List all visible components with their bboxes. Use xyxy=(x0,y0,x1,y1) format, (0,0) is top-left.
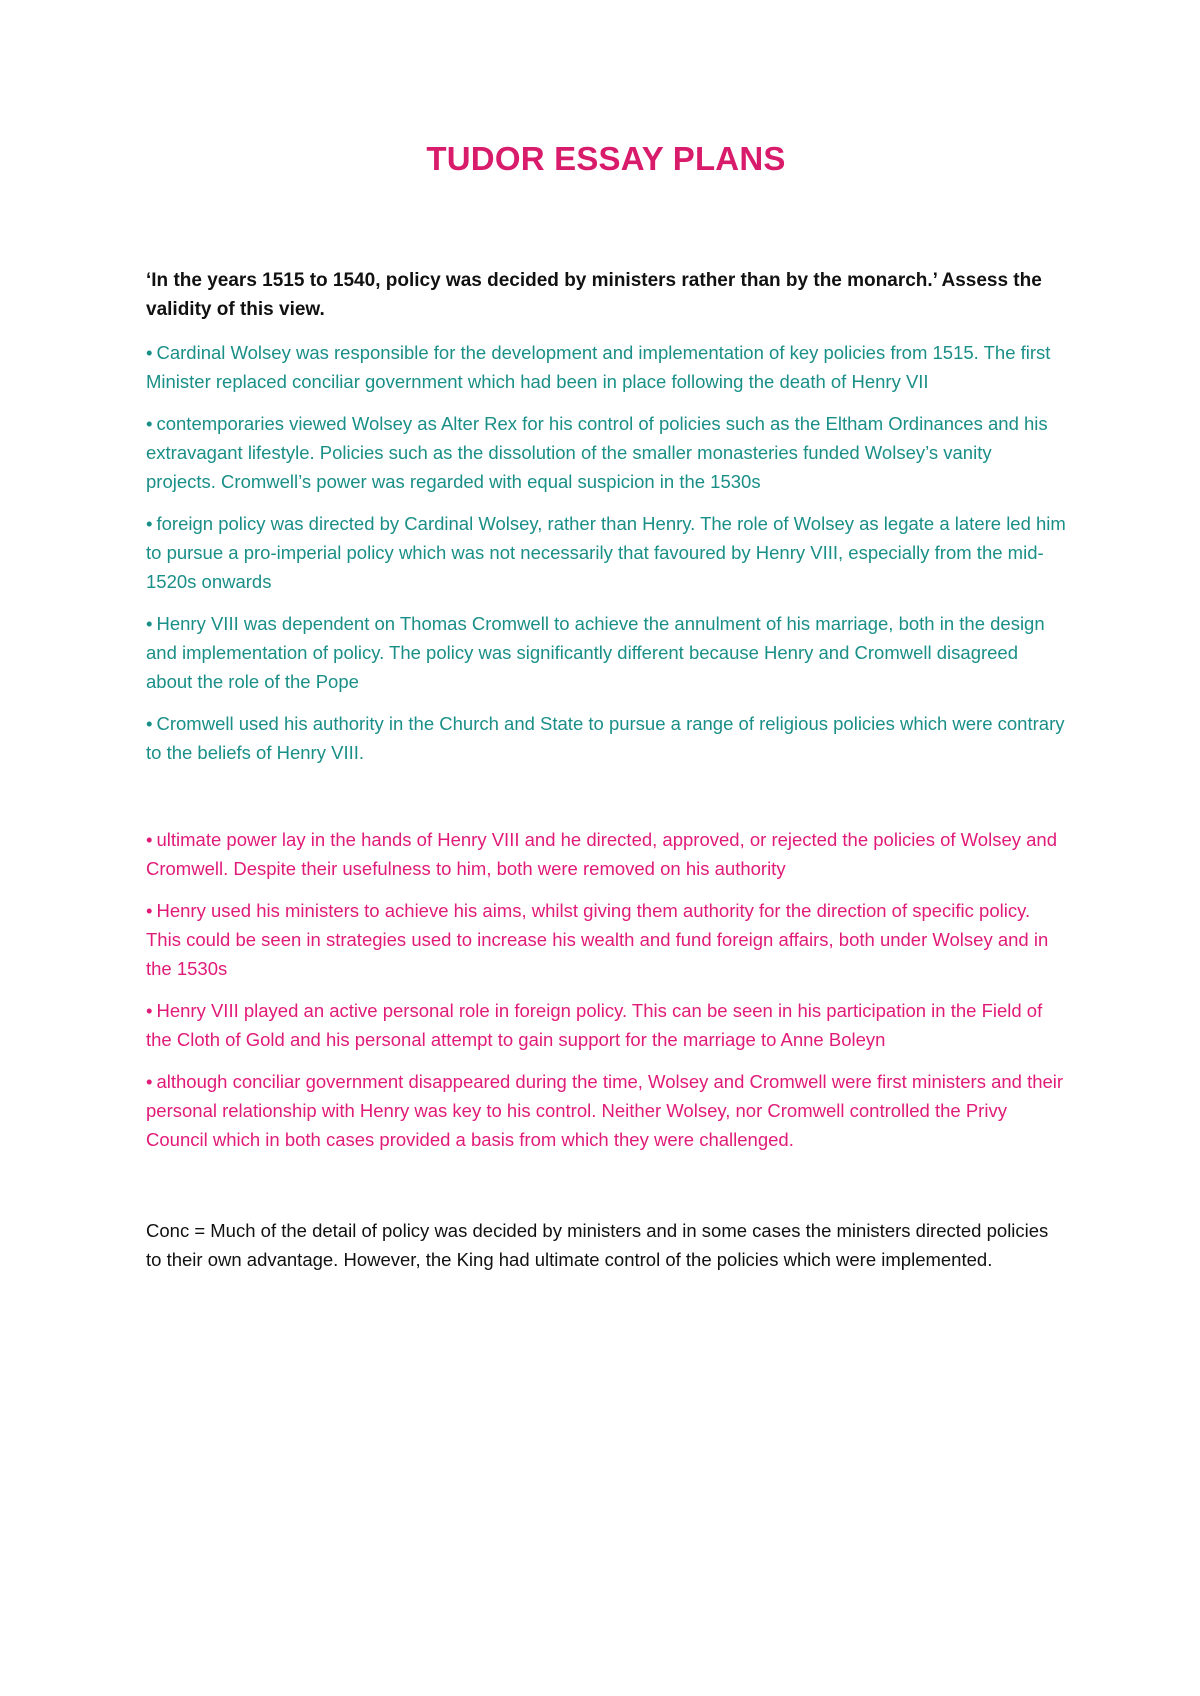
for-point-text: Henry VIII was dependent on Thomas Cromwell to achieve the annulment of his marriage, both in the design and implementation of policy. The policy was significantly different because Henry and Cromwell disagreed about the role of the Pope xyxy=(146,613,1045,692)
list-item xyxy=(146,409,1066,496)
bullet-icon: • xyxy=(146,342,153,363)
bullet-icon: • xyxy=(146,1071,153,1092)
for-point-text: Cromwell used his authority in the Church and State to pursue a range of religious policies which were contrary to the beliefs of Henry VIII. xyxy=(146,713,1065,763)
bullet-icon: • xyxy=(146,513,153,534)
essay-question: ‘In the years 1515 to 1540, policy was decided by ministers rather than by the monarch.’ Assess the validity of this view. xyxy=(146,270,1042,320)
for-point-text: foreign policy was directed by Cardinal Wolsey, rather than Henry. The role of Wolsey as legate a latere led him to pursue a pro-imperial policy which was not necessarily that favoured by Henry VIII, especially from the mid-1520s onwards xyxy=(146,513,1066,592)
for-points-list xyxy=(146,338,1066,767)
page-title: TUDOR ESSAY PLANS xyxy=(426,140,786,177)
against-point-text: ultimate power lay in the hands of Henry VIII and he directed, approved, or rejected the policies of Wolsey and Cromwell. Despite their usefulness to him, both were removed on his authority xyxy=(146,829,1057,879)
against-point-text: Henry used his ministers to achieve his aims, whilst giving them authority for the direction of specific policy. This could be seen in strategies used to increase his wealth and fund foreign affairs, both under Wolsey and in the 1530s xyxy=(146,900,1049,979)
document-content xyxy=(146,140,1066,1293)
list-item xyxy=(146,709,1066,767)
list-item xyxy=(146,1067,1066,1154)
for-point-text: Cardinal Wolsey was responsible for the development and implementation of key policies from 1515. The first Minister replaced conciliar government which had been in place following the death of Henry VII xyxy=(146,342,1051,392)
bullet-icon: • xyxy=(146,713,153,734)
list-item xyxy=(146,338,1066,396)
bullet-icon: • xyxy=(146,613,153,634)
bullet-icon: • xyxy=(146,413,153,434)
against-point-text: Henry VIII played an active personal role in foreign policy. This can be seen in his participation in the Field of the Cloth of Gold and his personal attempt to gain support for the marriage to Anne Boleyn xyxy=(146,1000,1043,1050)
list-item xyxy=(146,825,1066,883)
list-item xyxy=(146,996,1066,1054)
list-item xyxy=(146,896,1066,983)
bullet-icon: • xyxy=(146,829,153,850)
against-points-list xyxy=(146,825,1066,1154)
for-point-text: contemporaries viewed Wolsey as Alter Rex for his control of policies such as the Eltham Ordinances and his extravagant lifestyle. Policies such as the dissolution of the smaller monasteries funded Wolsey’s vanity projects. Cromwell’s power was regarded with equal suspicion in the 1530s xyxy=(146,413,1048,492)
bullet-icon: • xyxy=(146,900,153,921)
list-item xyxy=(146,609,1066,696)
against-point-text: although conciliar government disappeared during the time, Wolsey and Cromwell were first ministers and their personal relationship with Henry was key to his control. Neither Wolsey, nor Cromwell controlled the Privy Council which in both cases provided a basis from which they were challenged. xyxy=(146,1071,1064,1150)
bullet-icon: • xyxy=(146,1000,153,1021)
conclusion-paragraph: Conc = Much of the detail of policy was decided by ministers and in some cases the ministers directed policies to their own advantage. However, the King had ultimate control of the policies which were implemented. xyxy=(146,1220,1049,1270)
list-item xyxy=(146,509,1066,596)
